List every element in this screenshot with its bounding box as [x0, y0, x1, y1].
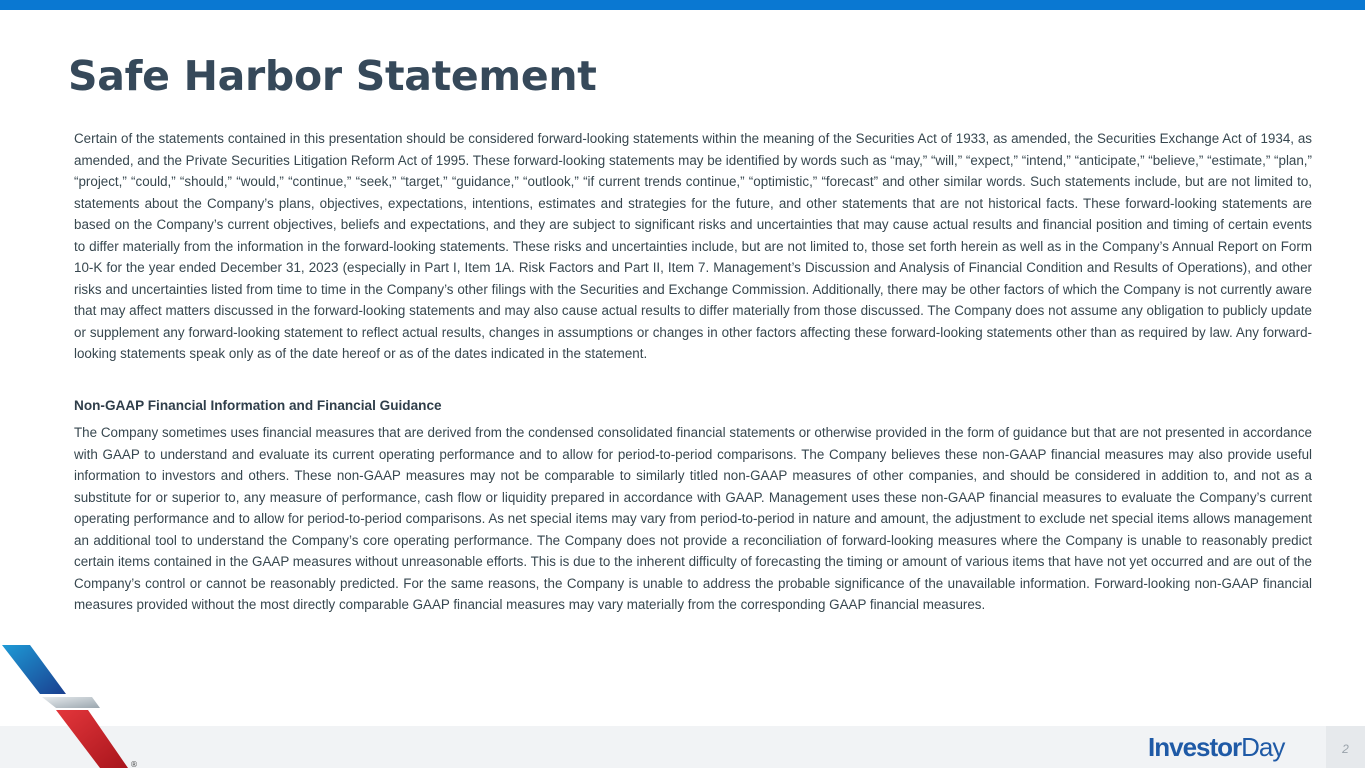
registered-mark: ® — [130, 760, 138, 768]
brand-part-day: Day — [1241, 732, 1285, 762]
non-gaap-heading: Non-GAAP Financial Information and Financial Guidance — [74, 397, 442, 413]
page-title: Safe Harbor Statement — [68, 52, 597, 100]
brand-part-investor: Investor — [1148, 732, 1242, 762]
safe-harbor-paragraph: Certain of the statements contained in this presentation should be considered forward-looking statements within the meaning of the Securities Act of 1933, as amended, the Securities Exchange Act of 1934, as amended, and the Private Securities Litigation Reform Act of 1995. These forward-looking statements may be identified by words such as “may,” “will,” “expect,” “intend,” “anticipate,” “believe,” “estimate,” “plan,” “project,” “could,” “should,” “would,” “continue,” “seek,” “target,” “guidance,” “outlook,” “if current trends continue,” “optimistic,” “forecast” and other similar words. Such statements include, but are not limited to, statements about the Company’s plans, objectives, expectations, intentions, estimates and strategies for the future, and other statements that are not historical facts. These forward-looking statements are based on the Company’s current objectives, beliefs and expectations, and they are subject to significant risks and uncertainties that may cause actual results and financial position and timing of certain events to differ materially from the information in the forward-looking statements. These risks and uncertainties include, but are not limited to, those set forth herein as well as in the Company’s Annual Report on Form 10-K for the year ended December 31, 2023 (especially in Part I, Item 1A. Risk Factors and Part II, Item 7. Management’s Discussion and Analysis of Financial Condition and Results of Operations), and other risks and uncertainties listed from time to time in the Company’s other filings with the Securities and Exchange Commission. Additionally, there may be other factors of which the Company is not currently aware that may affect matters discussed in the forward-looking statements and may also cause actual results to differ materially from those discussed. The Company does not assume any obligation to publicly update or supplement any forward-looking statement to reflect actual results, changes in assumptions or changes in other factors affecting these forward-looking statements other than as required by law. Any forward-looking statements speak only as of the date hereof or as of the dates indicated in the statement. — [74, 131, 1312, 361]
slide-content — [74, 128, 1312, 616]
page-number: 2 — [1326, 726, 1365, 768]
airline-logo-icon — [0, 640, 140, 768]
investor-day-brand — [1148, 732, 1284, 763]
top-accent-bar — [0, 0, 1365, 10]
non-gaap-paragraph: The Company sometimes uses financial measures that are derived from the condensed consolidated financial statements or otherwise provided in the form of guidance but that are not presented in accordance with GAAP to understand and evaluate its current operating performance and to allow for period-to-period comparisons. The Company believes these non-GAAP financial measures may also provide useful information to investors and others. These non-GAAP measures may not be comparable to similarly titled non-GAAP measures of other companies, and should be considered in addition to, and not as a substitute for or superior to, any measure of performance, cash flow or liquidity prepared in accordance with GAAP. Management uses these non-GAAP financial measures to evaluate the Company’s current operating performance and to allow for period-to-period comparisons. As net special items may vary from period-to-period in nature and amount, the adjustment to exclude net special items allows management an additional tool to understand the Company’s core operating performance. The Company does not provide a reconciliation of forward-looking measures where the Company is unable to reasonably predict certain items contained in the GAAP measures without unreasonable efforts. This is due to the inherent difficulty of forecasting the timing or amount of various items that have not yet occurred and are out of the Company’s control or cannot be reasonably predicted. For the same reasons, the Company is unable to address the probable significance of the unavailable information. Forward-looking non-GAAP financial measures provided without the most directly comparable GAAP financial measures may vary materially from the corresponding GAAP financial measures. — [74, 425, 1312, 612]
